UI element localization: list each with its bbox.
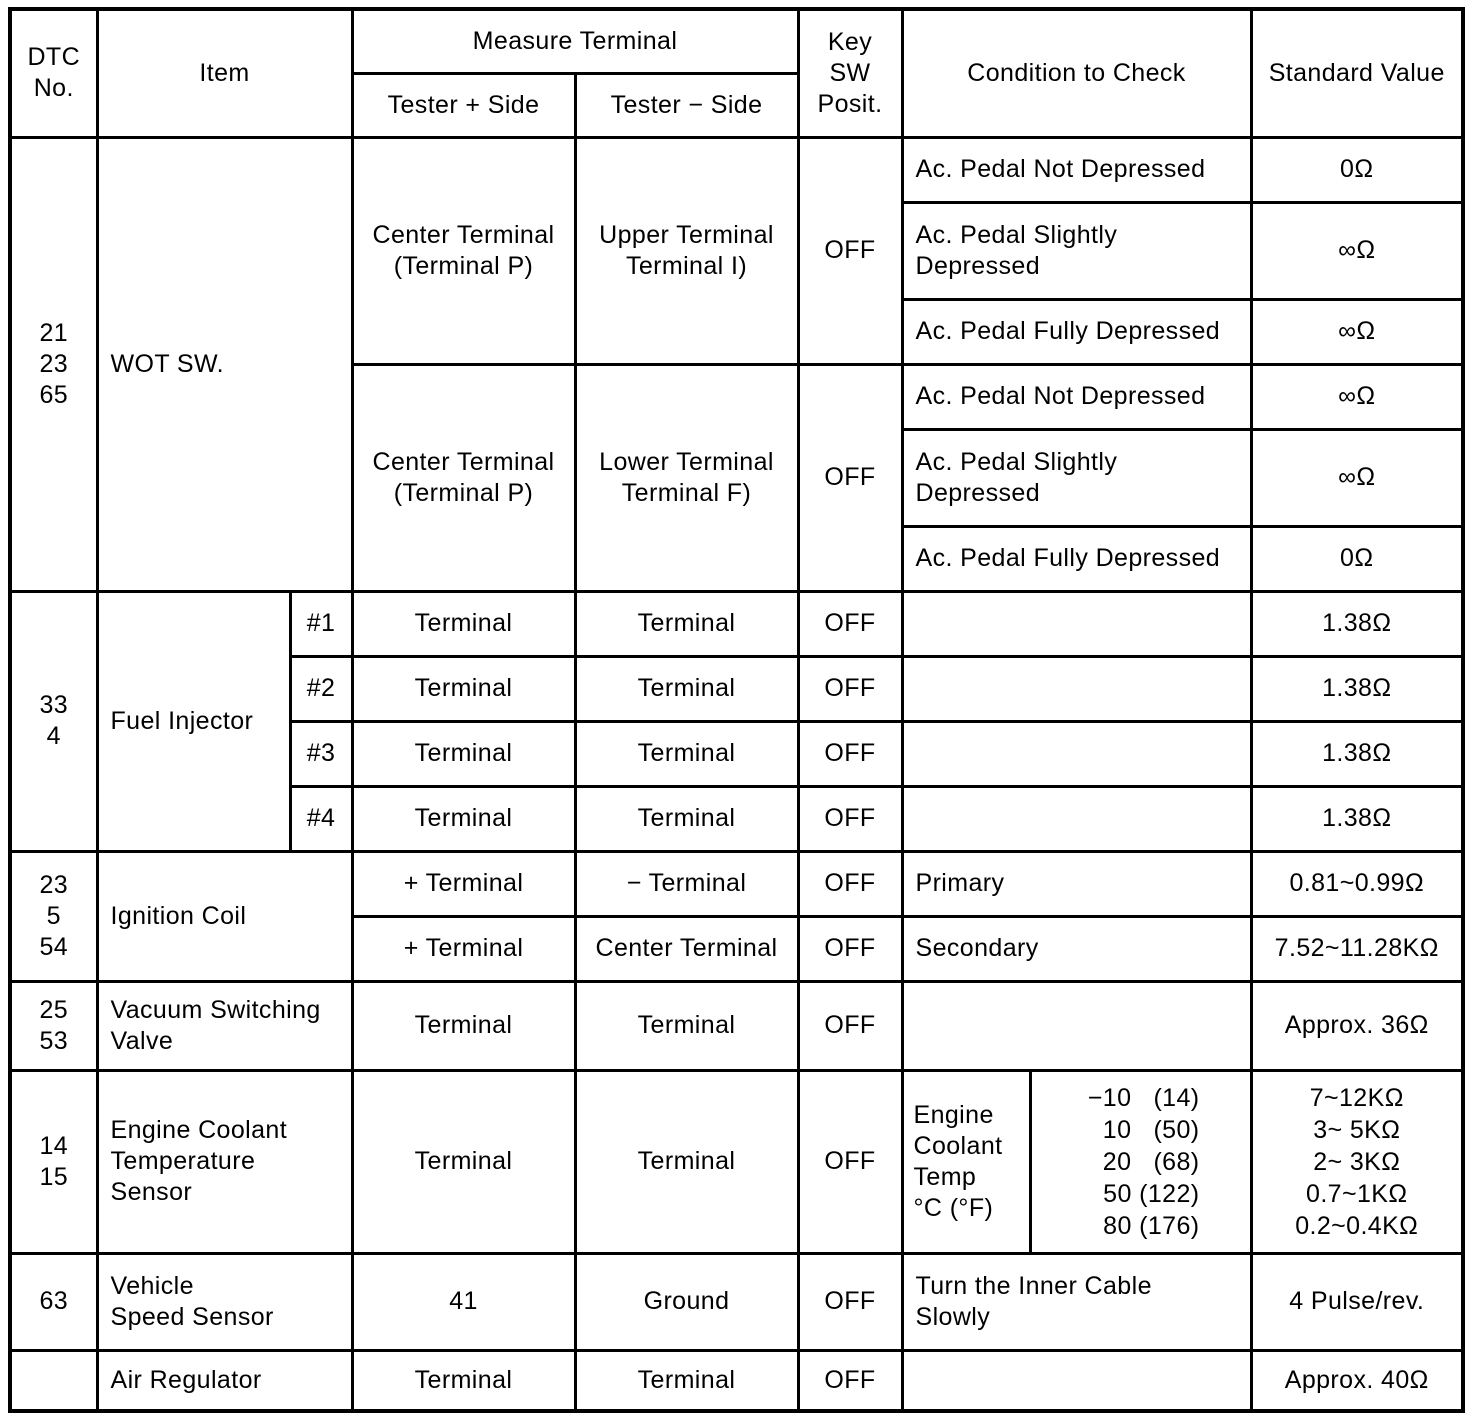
table-row [10,1070,1463,1253]
standard-value-cell: 1.38Ω [1251,721,1463,786]
tester-plus-cell: 41 [352,1253,575,1350]
key-sw-cell: OFF [798,1350,902,1411]
standard-value-cell: 0Ω [1251,526,1463,591]
table-row [10,1350,1463,1411]
table-row [10,591,1463,656]
tester-plus-cell: Terminal [352,1070,575,1253]
injector-number-cell: #1 [290,591,352,656]
coolant-temp-label: Engine Coolant Temp °C (°F) [902,1070,1030,1253]
tester-minus-cell: Terminal [575,981,798,1070]
key-sw-cell: OFF [798,1253,902,1350]
item-cell: Vacuum Switching Valve [97,981,352,1070]
key-sw-cell: OFF [798,916,902,981]
tester-plus-cell: Terminal [352,591,575,656]
tester-minus-cell: Center Terminal [575,916,798,981]
header-measure-terminal: Measure Terminal [352,9,798,73]
tester-plus-cell: + Terminal [352,916,575,981]
tester-plus-cell: Terminal [352,981,575,1070]
injector-number-cell: #2 [290,656,352,721]
dtc-cell: 63 [10,1253,97,1350]
coolant-temp-values: −10 (14) 10 (50) 20 (68) 50 (122) 80 (176) [1030,1070,1251,1253]
item-cell: Ignition Coil [97,851,352,981]
header-standard-value: Standard Value [1251,9,1463,137]
standard-value-cell: ∞Ω [1251,429,1463,526]
dtc-cell: 25 53 [10,981,97,1070]
condition-cell: Ac. Pedal Not Depressed [902,364,1251,429]
header-condition-to-check: Condition to Check [902,9,1251,137]
item-cell: Air Regulator [97,1350,352,1411]
condition-cell [902,786,1251,851]
tester-minus-cell: Terminal [575,1350,798,1411]
standard-value-cell: 4 Pulse/rev. [1251,1253,1463,1350]
header-row-1 [10,9,1463,73]
header-key-sw-position: Key SW Posit. [798,9,902,137]
header-item: Item [97,9,352,137]
standard-value-cell: 1.38Ω [1251,786,1463,851]
tester-minus-cell: Terminal [575,656,798,721]
condition-cell [902,1350,1251,1411]
dtc-cell: 23 5 54 [10,851,97,981]
condition-cell: Ac. Pedal Slightly Depressed [902,429,1251,526]
standard-value-cell: ∞Ω [1251,364,1463,429]
injector-number-cell: #4 [290,786,352,851]
header-dtc-no: DTC No. [10,9,97,137]
tester-minus-cell: − Terminal [575,851,798,916]
item-cell: Fuel Injector [97,591,290,851]
tester-plus-cell: Center Terminal (Terminal P) [352,364,575,591]
key-sw-cell: OFF [798,656,902,721]
inspection-table [8,7,1465,1413]
standard-value-cell: 1.38Ω [1251,591,1463,656]
tester-plus-cell: Terminal [352,786,575,851]
table-row [10,981,1463,1070]
condition-cell [902,656,1251,721]
key-sw-cell: OFF [798,137,902,364]
key-sw-cell: OFF [798,1070,902,1253]
condition-cell: Secondary [902,916,1251,981]
standard-value-cell: Approx. 36Ω [1251,981,1463,1070]
tester-plus-cell: + Terminal [352,851,575,916]
item-cell: Engine Coolant Temperature Sensor [97,1070,352,1253]
standard-value-cell: 7~12KΩ 3~ 5KΩ 2~ 3KΩ 0.7~1KΩ 0.2~0.4KΩ [1251,1070,1463,1253]
tester-plus-cell: Center Terminal (Terminal P) [352,137,575,364]
table-row [10,1253,1463,1350]
key-sw-cell: OFF [798,851,902,916]
dtc-cell: 14 15 [10,1070,97,1253]
condition-cell [902,591,1251,656]
tester-plus-cell: Terminal [352,1350,575,1411]
tester-plus-cell: Terminal [352,721,575,786]
dtc-cell [10,1350,97,1411]
header-tester-minus-side: Tester − Side [575,73,798,137]
condition-cell: Ac. Pedal Fully Depressed [902,526,1251,591]
dtc-cell: 33 4 [10,591,97,851]
tester-minus-cell: Terminal [575,591,798,656]
injector-number-cell: #3 [290,721,352,786]
standard-value-cell: 0Ω [1251,137,1463,202]
condition-cell: Ac. Pedal Fully Depressed [902,299,1251,364]
key-sw-cell: OFF [798,591,902,656]
standard-value-cell: ∞Ω [1251,299,1463,364]
table-row [10,851,1463,916]
condition-cell: Turn the Inner Cable Slowly [902,1253,1251,1350]
key-sw-cell: OFF [798,721,902,786]
standard-value-cell: Approx. 40Ω [1251,1350,1463,1411]
tester-plus-cell: Terminal [352,656,575,721]
key-sw-cell: OFF [798,786,902,851]
condition-cell: Primary [902,851,1251,916]
tester-minus-cell: Terminal [575,1070,798,1253]
header-tester-plus-side: Tester + Side [352,73,575,137]
condition-cell: Ac. Pedal Slightly Depressed [902,202,1251,299]
tester-minus-cell: Upper Terminal Terminal I) [575,137,798,364]
dtc-cell: 21 23 65 [10,137,97,591]
tester-minus-cell: Ground [575,1253,798,1350]
condition-cell: Ac. Pedal Not Depressed [902,137,1251,202]
tester-minus-cell: Lower Terminal Terminal F) [575,364,798,591]
tester-minus-cell: Terminal [575,786,798,851]
key-sw-cell: OFF [798,981,902,1070]
item-cell: WOT SW. [97,137,352,591]
table-row [10,137,1463,202]
standard-value-cell: 7.52~11.28KΩ [1251,916,1463,981]
standard-value-cell: ∞Ω [1251,202,1463,299]
tester-minus-cell: Terminal [575,721,798,786]
key-sw-cell: OFF [798,364,902,591]
standard-value-cell: 0.81~0.99Ω [1251,851,1463,916]
standard-value-cell: 1.38Ω [1251,656,1463,721]
condition-cell [902,981,1251,1070]
item-cell: Vehicle Speed Sensor [97,1253,352,1350]
condition-cell [902,721,1251,786]
